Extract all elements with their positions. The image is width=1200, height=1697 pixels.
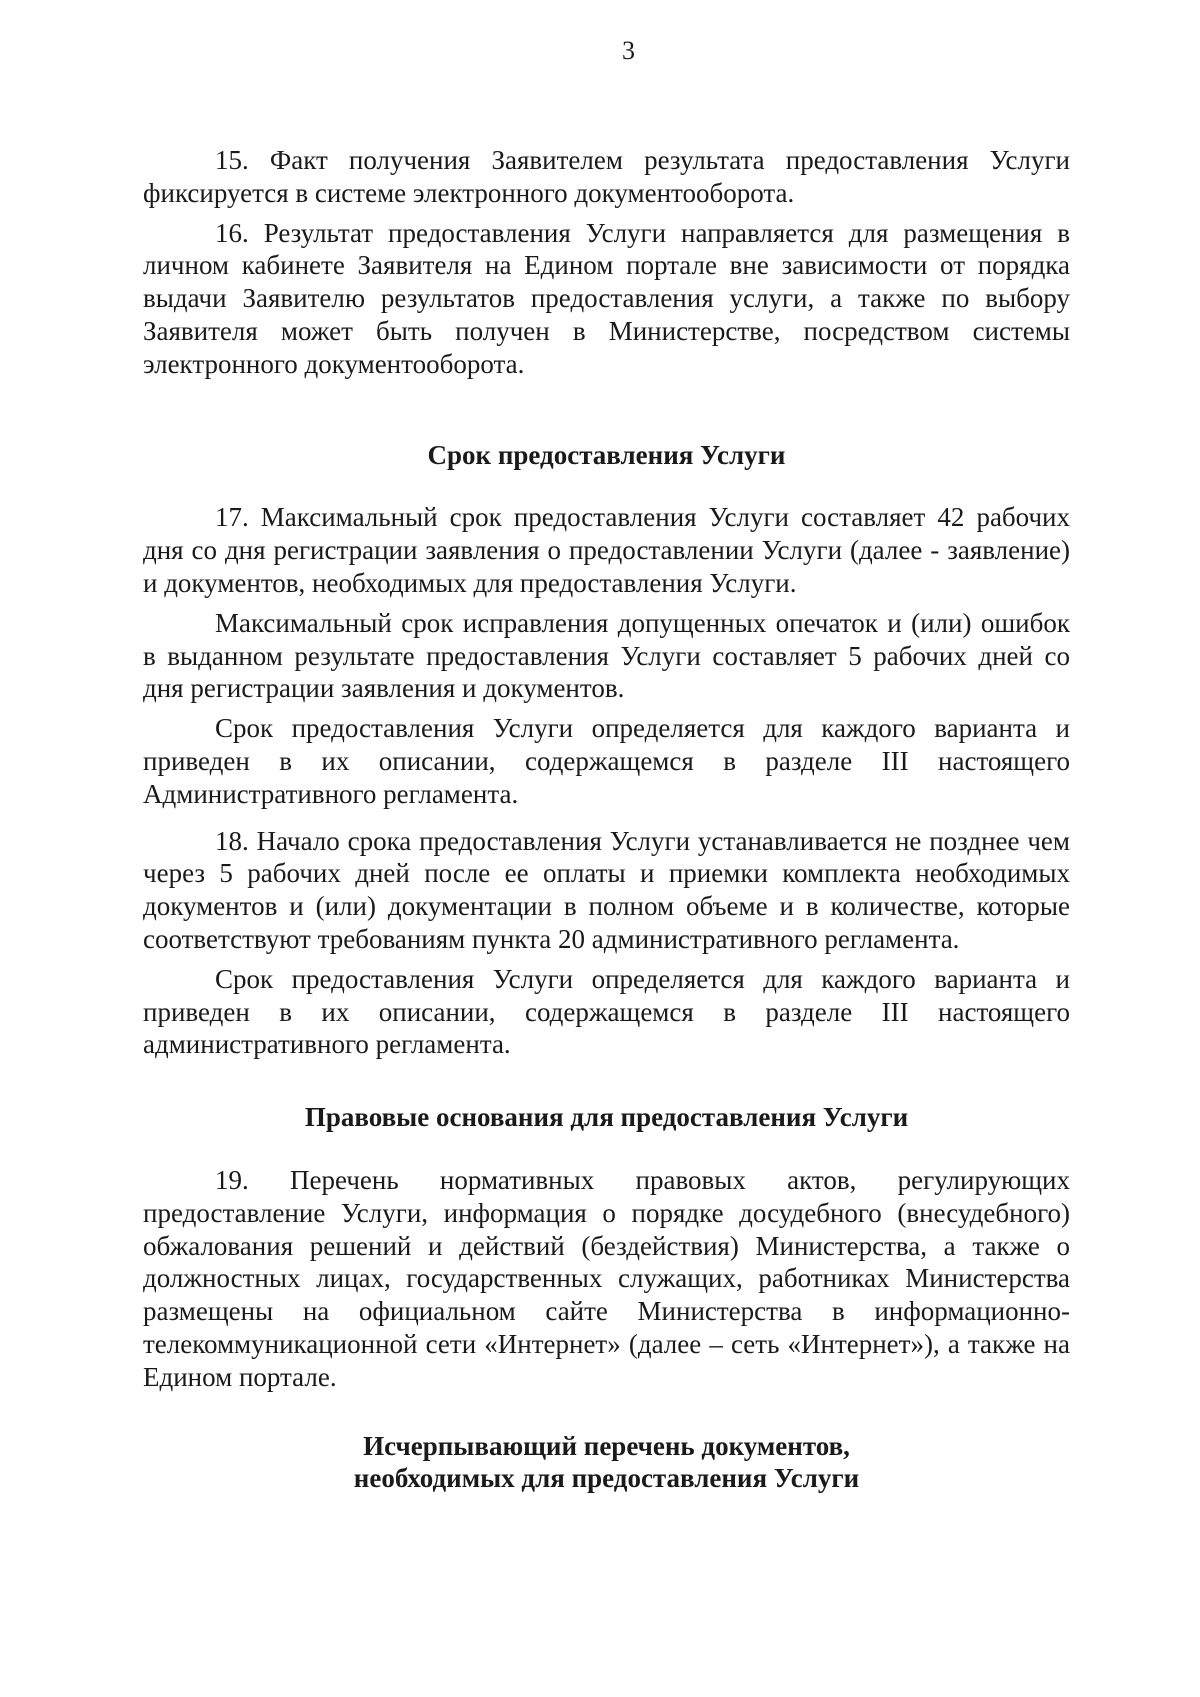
heading-service-term: Срок предоставления Услуги [427, 439, 786, 470]
paragraph-15: 15. Факт получения Заявителем результата предоставления Услуги фиксируется в системе электронного документооборота. [143, 145, 1070, 208]
paragraph-18: 18. Начало срока предоставления Услуги устанавливается не позднее чем через 5 рабочих дней после ее оплаты и приемки комплекта необходимых документов и (или) документации в полном объеме и в количестве, которые соответствуют требованиям пункта 20 административного регламента. [143, 825, 1070, 954]
paragraph-16: 16. Результат предоставления Услуги направляется для размещения в личном кабинете Заявителя на Едином портале вне зависимости от порядка выдачи Заявителю результатов предоставления услуги, а также по выбору Заявителя может быть получен в Министерстве, посредством системы электронного документооборота. [143, 217, 1070, 379]
heading-documents-list [143, 1430, 1070, 1496]
paragraph-17: 17. Максимальный срок предоставления Услуги составляет 42 рабочих дня со дня регистрации заявления о предоставлении Услуги (далее - заявление) и документов, необходимых для предоставления Услуги. [143, 502, 1070, 598]
heading-documents-list-line-1: Исчерпывающий перечень документов, [363, 1430, 850, 1461]
paragraph-18-variants: Срок предоставления Услуги определяется для каждого варианта и приведен в их описании, содержащемся в разделе III настоящего административного регламента. [143, 963, 1070, 1060]
heading-documents-list-line-2: необходимых для предоставления Услуги [353, 1463, 860, 1494]
paragraph-17-variants: Срок предоставления Услуги определяется для каждого варианта и приведен в их описании, содержащемся в разделе III настоящего Административного регламента. [143, 713, 1070, 809]
page-number: 3 [622, 36, 635, 65]
heading-legal-basis: Правовые основания для предоставления Услуги [304, 1102, 909, 1133]
paragraph-17-corrections: Максимальный срок исправления допущенных опечаток и (или) ошибок в выданном результате предоставления Услуги составляет 5 рабочих дней со дня регистрации заявления и документов. [143, 607, 1070, 704]
paragraph-19: 19. Перечень нормативных правовых актов, регулирующих предоставление Услуги, информация о порядке досудебного (внесудебного) обжалования решений и действий (бездействия) Министерства, а также о должностных лицах, государственных служащих, работниках Министерства размещены на официальном сайте Министерства в информационно-телекоммуникационной сети «Интернет» (далее – сеть «Интернет»), а также на Едином портале. [143, 1164, 1070, 1392]
